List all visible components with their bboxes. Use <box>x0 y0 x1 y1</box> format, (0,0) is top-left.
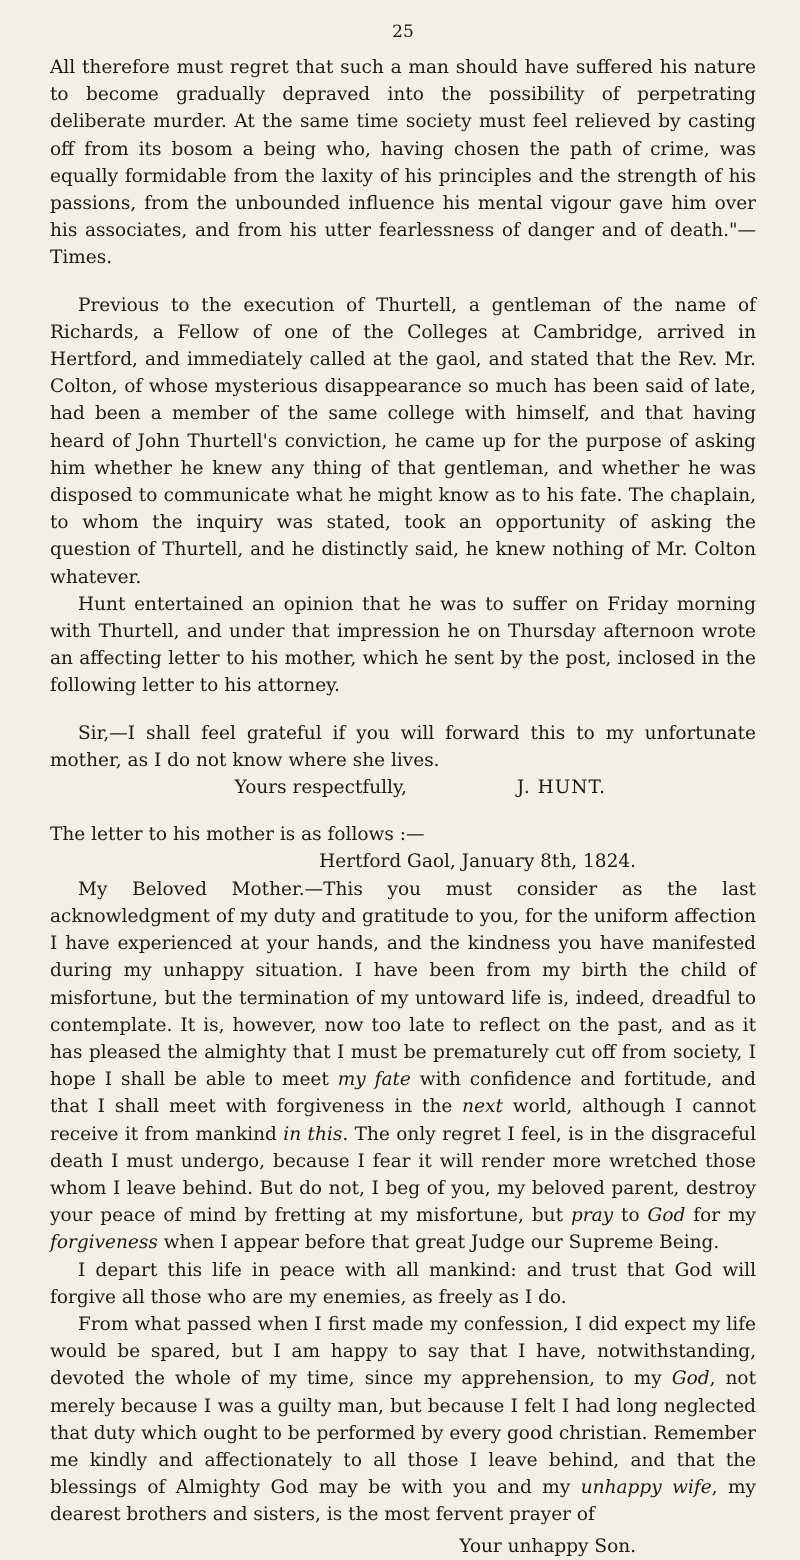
letter-paragraph-3: From what passed when I first made my confession, I did expect my life would be spared, but I am happy to say that I have, notwithstanding, devoted the whole of my time, since my apprehension, to my God, not merely because I was a guilty man, but because I felt I had long neglected that duty which ought to be performed by every good christian. Remember me kindly and affectionately to all those I leave behind, and that the blessings of Almighty God may be with you and my unhappy wife, my dearest brothers and sisters, is the most fervent prayer of <box>50 1313 757 1526</box>
paragraph-mother-letter-intro: The letter to his mother is as follows :— <box>50 824 425 846</box>
closing-phrase: Yours respectfully, <box>234 777 407 799</box>
letter-dateline: Hertford Gaol, January 8th, 1824. <box>319 851 636 873</box>
attorney-letter-signature <box>50 774 756 801</box>
letter-to-attorney: Sir,—I shall feel grateful if you will forward this to my unfortunate mother, as I do not know where she lives. <box>50 722 756 771</box>
page-number: 25 <box>392 22 414 42</box>
letter-paragraph-1: My Beloved Mother.—This you must consider as the last acknowledgment of my duty and gratitude to you, for the uniform affection I have experienced at your hands, and the kindness you have manifested during my unhappy situation. I have been from my birth the child of misfortune, but the termination of my untoward life is, indeed, dreadful to contemplate. It is, however, now too late to reflect on the past, and as it has pleased the almighty that I must be prematurely cut off from society, I hope I shall be able to meet my fate with confidence and fortitude, and that I shall meet with forgiveness in the next world, although I cannot receive it from mankind in this. The only regret I feel, is in the disgraceful death I must undergo, because I fear it will render more wretched those whom I leave behind. But do not, I beg of you, my beloved parent, destroy your peace of mind by fretting at my misfortune, but pray to God for my forgiveness when I appear before that great Judge our Supreme Being. <box>50 878 756 1254</box>
letter-paragraph-2: I depart this life in peace with all mankind: and trust that God will forgive all those who are my enemies, as freely as I do. <box>50 1259 756 1308</box>
letter-final-signature: Your unhappy Son. <box>459 1535 636 1557</box>
paragraph-hunt-letter-intro: Hunt entertained an opinion that he was to suffer on Friday morning with Thurtell, and under that impression he on Thursday afternoon wrote an affecting letter to his mother, which he sent by the post, inclosed in the following letter to his attorney. <box>50 593 756 697</box>
signature-name: J. HUNT. <box>516 777 606 799</box>
paragraph-times-quote: All therefore must regret that such a man should have suffered his nature to become gradually depraved into the possibility of perpetrating deliberate murder. At the same time society must feel relieved by casting off from its bosom a being who, having chosen the path of crime, was equally formidable from the laxity of his principles and the strength of his passions, from the unbounded influence his mental vigour gave him over his associates, and from his utter fearlessness of danger and of death."—Times. <box>50 57 756 269</box>
paragraph-richards-inquiry: Previous to the execution of Thurtell, a gentleman of the name of Richards, a Fellow of one of the Colleges at Cambridge, arrived in Hertford, and immediately called at the gaol, and stated that the Rev. Mr. Colton, of whose mysterious disappearance so much has been said of late, had been a member of the same college with himself, and that having heard of John Thurtell's conviction, he came up for the purpose of asking him whether he knew any thing of that gentleman, and whether he was disposed to communicate what he might know as to his fate. The chaplain, to whom the inquiry was stated, took an opportunity of asking the question of Thurtell, and he distinctly said, he knew nothing of Mr. Colton whatever. <box>50 294 756 588</box>
